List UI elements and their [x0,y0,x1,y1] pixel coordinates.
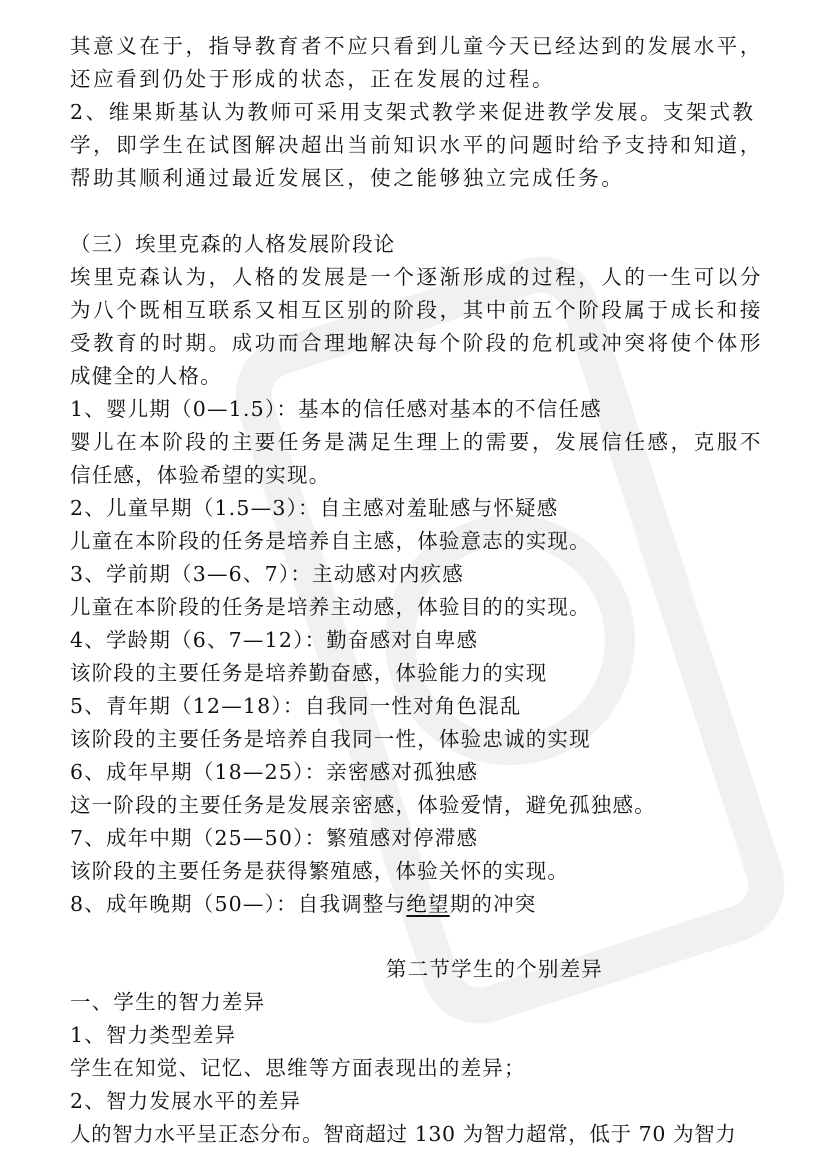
erikson-intro-line-3: 受教育的时期。成功而合理地解决每个阶段的危机或冲突将使个体形 [70,331,763,355]
stage-3-desc: 儿童在本阶段的任务是培养主动感，体验目的的实现。 [70,595,591,619]
para2-line-1: 2、维果斯基认为教师可采用支架式教学来促进教学发展。支架式教 [70,100,756,124]
stage-6-desc: 这一阶段的主要任务是发展亲密感，体验爱情，避免孤独感。 [70,793,656,817]
stage-4-title: 4、学龄期（6、7—12）：勤奋感对自卑感 [70,628,479,652]
stage-5-title: 5、青年期（12—18）：自我同一性对角色混乱 [70,694,522,718]
stage-8-title-suffix: 期的冲突 [449,892,537,916]
stage-8-title-underlined: 绝望 [406,892,450,916]
stage-1-desc-2: 信任感，体验希望的实现。 [70,463,331,487]
section-2-title: 第二节学生的个别差异 [386,957,603,981]
erikson-intro-line-1: 埃里克森认为，人格的发展是一个逐渐形成的过程，人的一生可以分 [70,265,763,289]
section-2-item-1-title: 1、智力类型差异 [70,1023,237,1047]
para1-line-2: 还应看到仍处于形成的状态，正在发展的过程。 [70,67,556,91]
section-2-subheading: 一、学生的智力差异 [70,990,266,1014]
stage-3-title: 3、学前期（3—6、7）：主动感对内疚感 [70,562,464,586]
stage-7-desc: 该阶段的主要任务是获得繁殖感，体验关怀的实现。 [70,859,570,883]
section-2-item-1-desc: 学生在知觉、记忆、思维等方面表现出的差异； [70,1056,526,1080]
stage-8-title [70,890,537,918]
stage-8-title-prefix: 8、成年晚期（50—）：自我调整与 [70,892,407,916]
para2-line-2: 学，即学生在试图解决超出当前知识水平的问题时给予支持和知道， [70,133,763,157]
stage-4-desc: 该阶段的主要任务是培养勤奋感，体验能力的实现 [70,661,548,685]
section-2-item-2-desc: 人的智力水平呈正态分布。智商超过 130 为智力超常，低于 70 为智力 [70,1122,737,1146]
para1-line-1: 其意义在于，指导教育者不应只看到儿童今天已经达到的发展水平， [70,34,763,58]
stage-2-title: 2、儿童早期（1.5—3）：自主感对羞耻感与怀疑感 [70,496,559,520]
section-2-item-2-title: 2、智力发展水平的差异 [70,1089,302,1113]
erikson-intro-line-4: 成健全的人格。 [70,364,222,388]
section-heading-erikson: （三）埃里克森的人格发展阶段论 [70,232,396,256]
stage-6-title: 6、成年早期（18—25）：亲密感对孤独感 [70,760,479,784]
stage-5-desc: 该阶段的主要任务是培养自我同一性，体验忠诚的实现 [70,727,591,751]
stage-1-desc-1: 婴儿在本阶段的主要任务是满足生理上的需要，发展信任感，克服不 [70,430,763,454]
stage-2-desc: 儿童在本阶段的任务是培养自主感，体验意志的实现。 [70,529,591,553]
erikson-intro-line-2: 为八个既相互联系又相互区别的阶段，其中前五个阶段属于成长和接 [70,298,763,322]
stage-7-title: 7、成年中期（25—50）：繁殖感对停滞感 [70,826,479,850]
stage-1-title: 1、婴儿期（0—1.5）：基本的信任感对基本的不信任感 [70,397,602,421]
para2-line-3: 帮助其顺利通过最近发展区，使之能够独立完成任务。 [70,166,625,190]
